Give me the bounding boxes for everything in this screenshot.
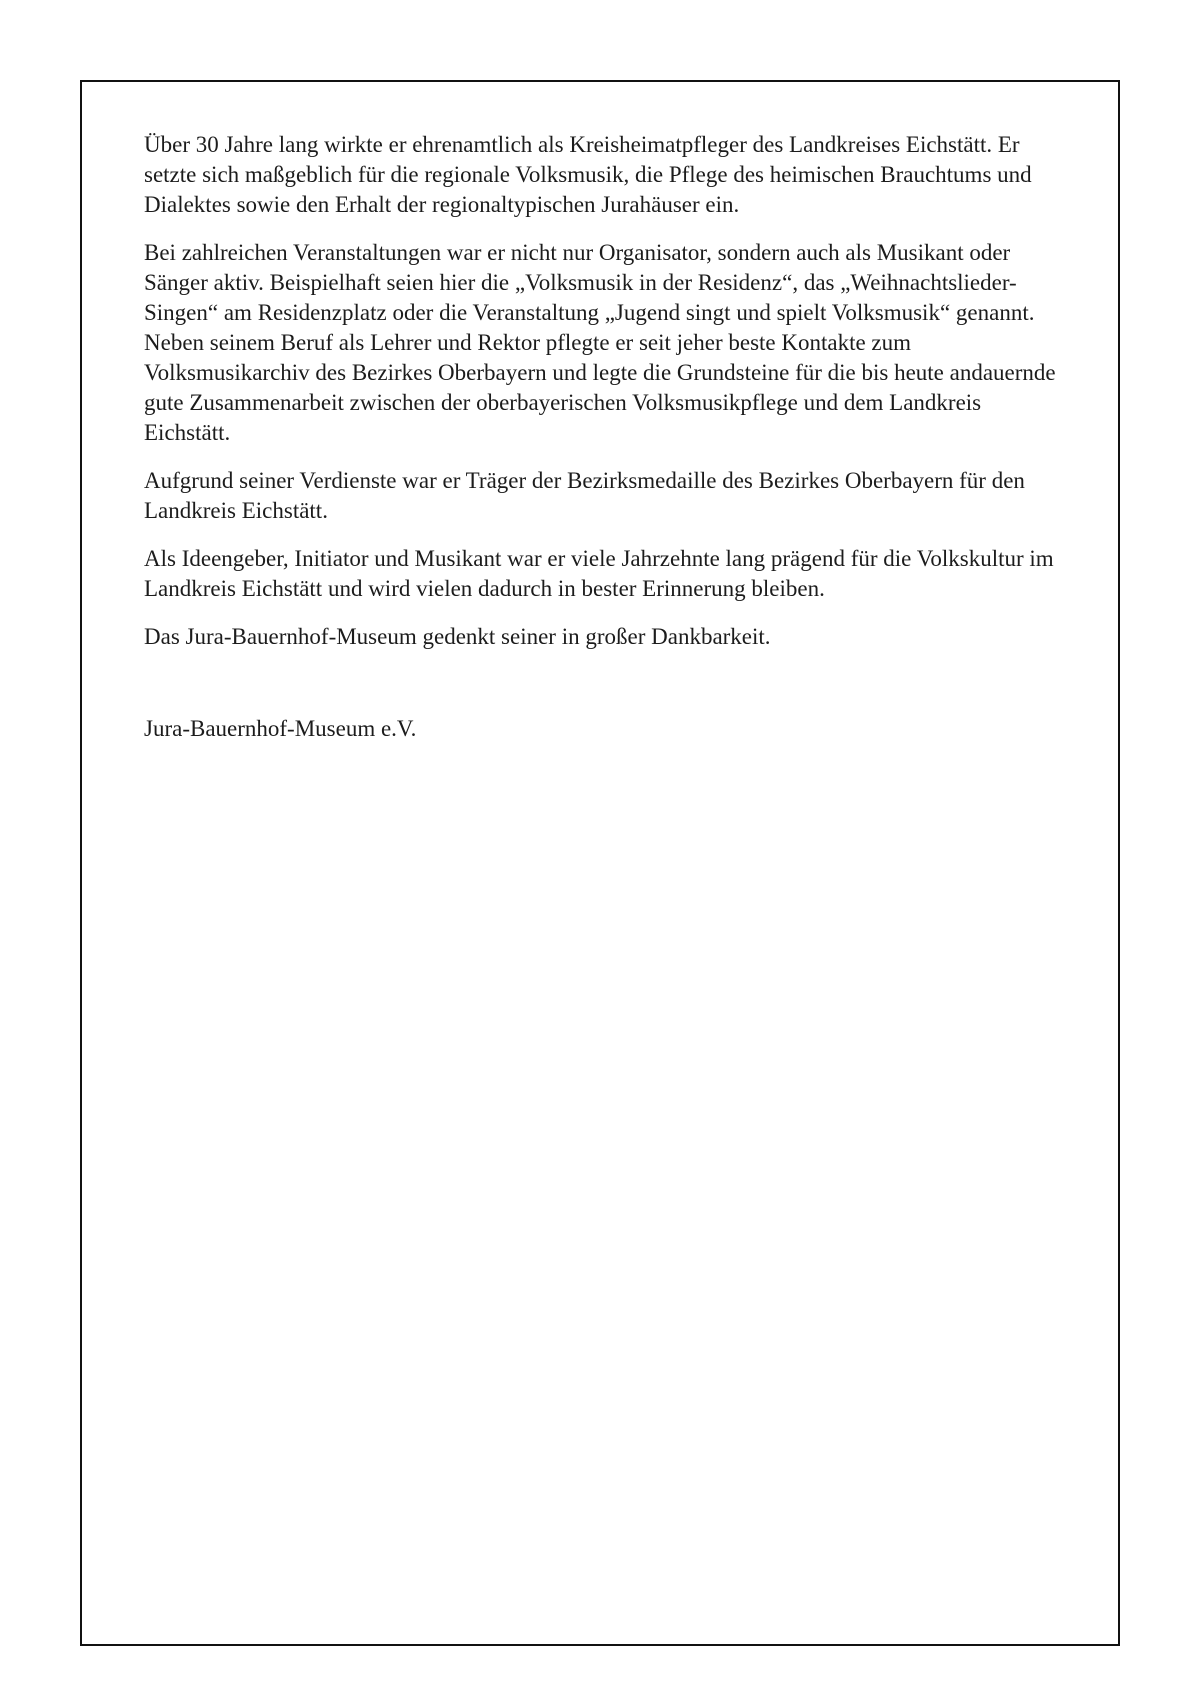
paragraph-1: Über 30 Jahre lang wirkte er ehrenamtlich als Kreisheimatpfleger des Landkreises Eichstätt. Er setzte sich maßgeblich für die regionale Volksmusik, die Pflege des heimischen Brauchtums und Dialektes sowie den Erhalt der regionaltypischen Jurahäuser ein. (144, 132, 1032, 217)
page-border (80, 80, 1120, 1646)
paragraph-5: Das Jura-Bauernhof-Museum gedenkt seiner in großer Dankbarkeit. (144, 624, 771, 649)
document-content (144, 130, 1060, 762)
signature-line: Jura-Bauernhof-Museum e.V. (144, 716, 417, 741)
paragraph-2: Bei zahlreichen Veranstaltungen war er nicht nur Organisator, sondern auch als Musikant oder Sänger aktiv. Beispielhaft seien hier die „Volksmusik in der Residenz“, das „Weihnachtslieder-Singen“ am Residenzplatz oder die Veranstaltung „Jugend singt und spielt Volksmusik“ genannt. Neben seinem Beruf als Lehrer und Rektor pflegte er seit jeher beste Kontakte zum Volksmusikarchiv des Bezirkes Oberbayern und legte die Grundsteine für die bis heute andauernde gute Zusammenarbeit zwischen der oberbayerischen Volksmusikpflege und dem Landkreis Eichstätt. (144, 240, 1056, 445)
paragraph-3: Aufgrund seiner Verdienste war er Träger der Bezirksmedaille des Bezirkes Oberbayern für den Landkreis Eichstätt. (144, 468, 1025, 523)
paragraph-4: Als Ideengeber, Initiator und Musikant war er viele Jahrzehnte lang prägend für die Volkskultur im Landkreis Eichstätt und wird vielen dadurch in bester Erinnerung bleiben. (144, 546, 1054, 601)
